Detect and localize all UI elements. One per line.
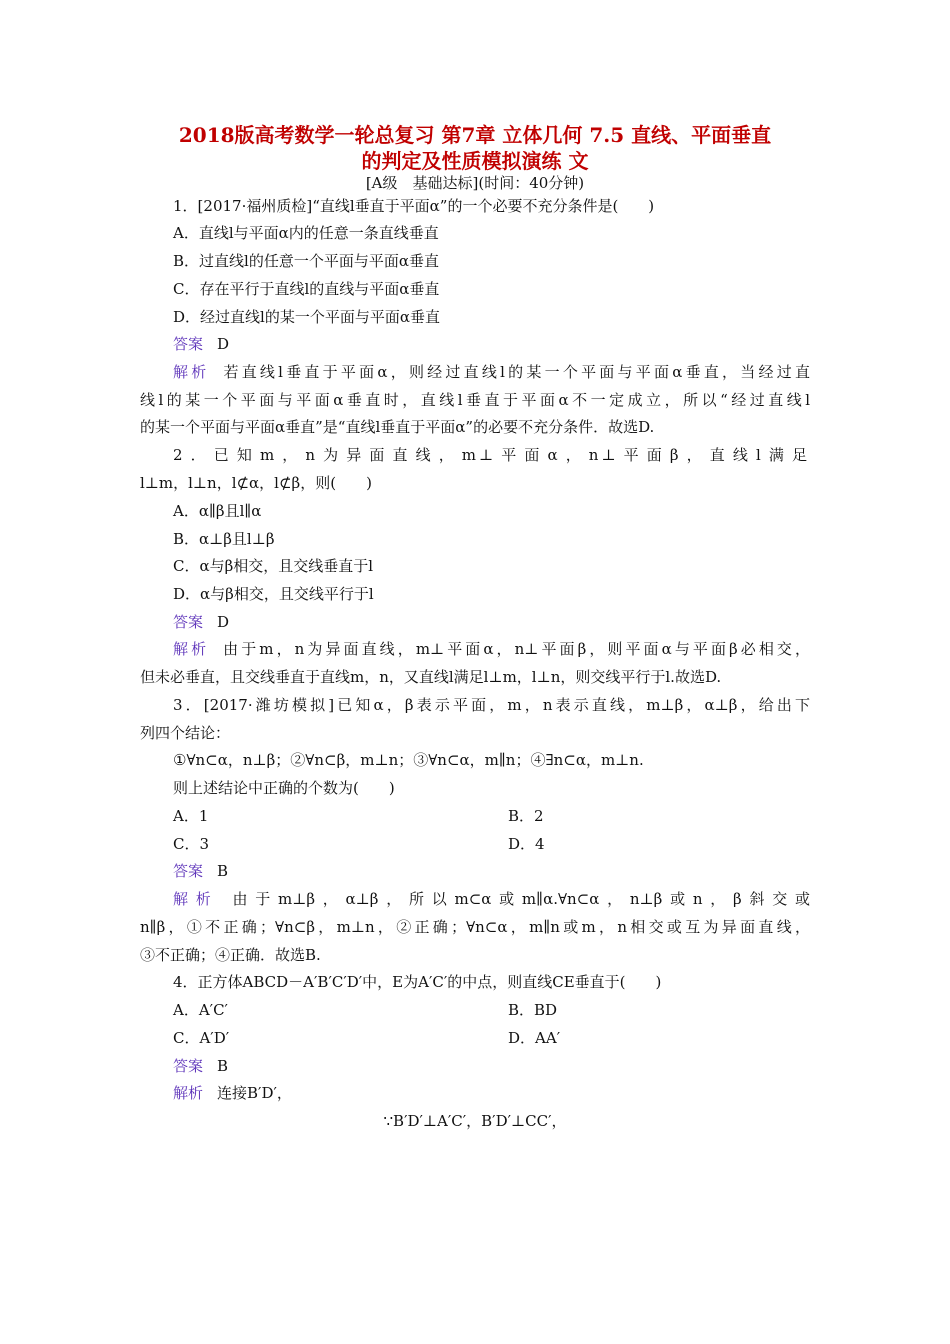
q3-conclusions: ①∀n⊂α，n⊥β；②∀n⊂β，m⊥n；③∀n⊂α，m∥n；④∃n⊂α，m⊥n. (173, 751, 644, 769)
q4-answer (173, 1055, 228, 1077)
analysis-label: 解析 (173, 363, 210, 381)
q3-analysis-line2: n∥β，①不正确；∀n⊂β，m⊥n，②正确；∀n⊂α，m∥n或m，n相交或互为异面直线， (140, 918, 810, 936)
answer-label: 答案 (173, 1057, 204, 1075)
q1-option-c: C．存在平行于直线l的直线与平面α垂直 (173, 280, 440, 298)
document-title-line1: 2018版高考数学一轮总复习 第7章 立体几何 7.5 直线、平面垂直 (178, 123, 772, 147)
q4-answer-value: B (217, 1057, 229, 1075)
answer-label: 答案 (173, 335, 204, 353)
q3-stem-line1: 3．[2017·潍坊模拟]已知α，β表示平面，m，n表示直线，m⊥β，α⊥β，给出下 (173, 696, 810, 714)
q2-analysis-line1: 解析 由于m，n为异面直线，m⊥平面α，n⊥平面β，则平面α与平面β必相交， (173, 640, 810, 658)
q3-option-a: A．1 (173, 807, 209, 825)
q1-answer-value: D (217, 335, 230, 353)
q2-option-c: C．α与β相交，且交线垂直于l (173, 557, 374, 575)
q3-option-c: C．3 (173, 835, 210, 853)
q3-answer (173, 860, 228, 882)
q2-stem-line1: 2．已知m，n为异面直线，m⊥平面α，n⊥平面β，直线l满足 (173, 446, 810, 464)
q2-option-a: A．α∥β且l∥α (173, 502, 262, 520)
q3-question: 则上述结论中正确的个数为( ) (173, 779, 395, 797)
q1-option-d: D．经过直线l的某一个平面与平面α垂直 (173, 308, 440, 326)
answer-label: 答案 (173, 613, 204, 631)
q2-answer-value: D (217, 613, 230, 631)
q4-option-c: C．A′D′ (173, 1029, 230, 1047)
analysis-label: 解析 (173, 1084, 204, 1102)
document-title-line2: 的判定及性质模拟演练 文 (361, 149, 589, 173)
q1-answer (173, 333, 229, 355)
q2-analysis-line2: 但未必垂直，且交线垂直于直线m，n，又直线l满足l⊥m，l⊥n，则交线平行于l.故选D. (140, 668, 722, 686)
q1-stem: 1．[2017·福州质检]“直线l垂直于平面α”的一个必要不充分条件是( ) (173, 197, 655, 215)
section-subtitle: [A级 基础达标](时间：40分钟) (365, 174, 585, 192)
q4-option-d: D．AA′ (508, 1029, 561, 1047)
q4-stem: 4．正方体ABCD－A′B′C′D′中，E为A′C′的中点，则直线CE垂直于( ) (173, 973, 662, 991)
q2-answer (173, 611, 229, 633)
q3-analysis-line1: 解析 由于m⊥β，α⊥β，所以m⊂α或m∥α.∀n⊂α，n⊥β或n，β斜交或 (173, 890, 810, 908)
analysis-label: 解析 (173, 640, 210, 658)
q1-analysis-line1: 解析 若直线l垂直于平面α，则经过直线l的某一个平面与平面α垂直，当经过直 (173, 363, 810, 381)
q4-formula: ∵B′D′⊥A′C′，B′D′⊥CC′， (383, 1112, 567, 1130)
q2-option-b: B．α⊥β且l⊥β (173, 530, 275, 548)
q1-analysis-line2: 线l的某一个平面与平面α垂直时，直线l垂直于平面α不一定成立，所以“经过直线l (140, 391, 810, 409)
q1-option-b: B．过直线l的任意一个平面与平面α垂直 (173, 252, 439, 270)
q4-option-a: A．A′C′ (173, 1001, 228, 1019)
q4-option-b: B．BD (508, 1001, 558, 1019)
answer-label: 答案 (173, 862, 204, 880)
q3-analysis-line3: ③不正确；④正确．故选B. (140, 946, 321, 964)
analysis-label: 解析 (173, 890, 219, 908)
q2-option-d: D．α与β相交，且交线平行于l (173, 585, 374, 603)
q3-option-b: B．2 (508, 807, 544, 825)
q1-analysis-line3: 的某一个平面与平面α垂直”是“直线l垂直于平面α”的必要不充分条件．故选D. (140, 418, 655, 436)
q3-option-d: D．4 (508, 835, 545, 853)
q3-answer-value: B (217, 862, 229, 880)
q4-analysis: 解析 连接B′D′， (173, 1084, 292, 1102)
q2-stem-line2: l⊥m，l⊥n，l⊄α，l⊄β，则( ) (140, 474, 372, 492)
q1-option-a: A．直线l与平面α内的任意一条直线垂直 (173, 224, 439, 242)
q3-stem-line2: 列四个结论： (140, 724, 231, 742)
